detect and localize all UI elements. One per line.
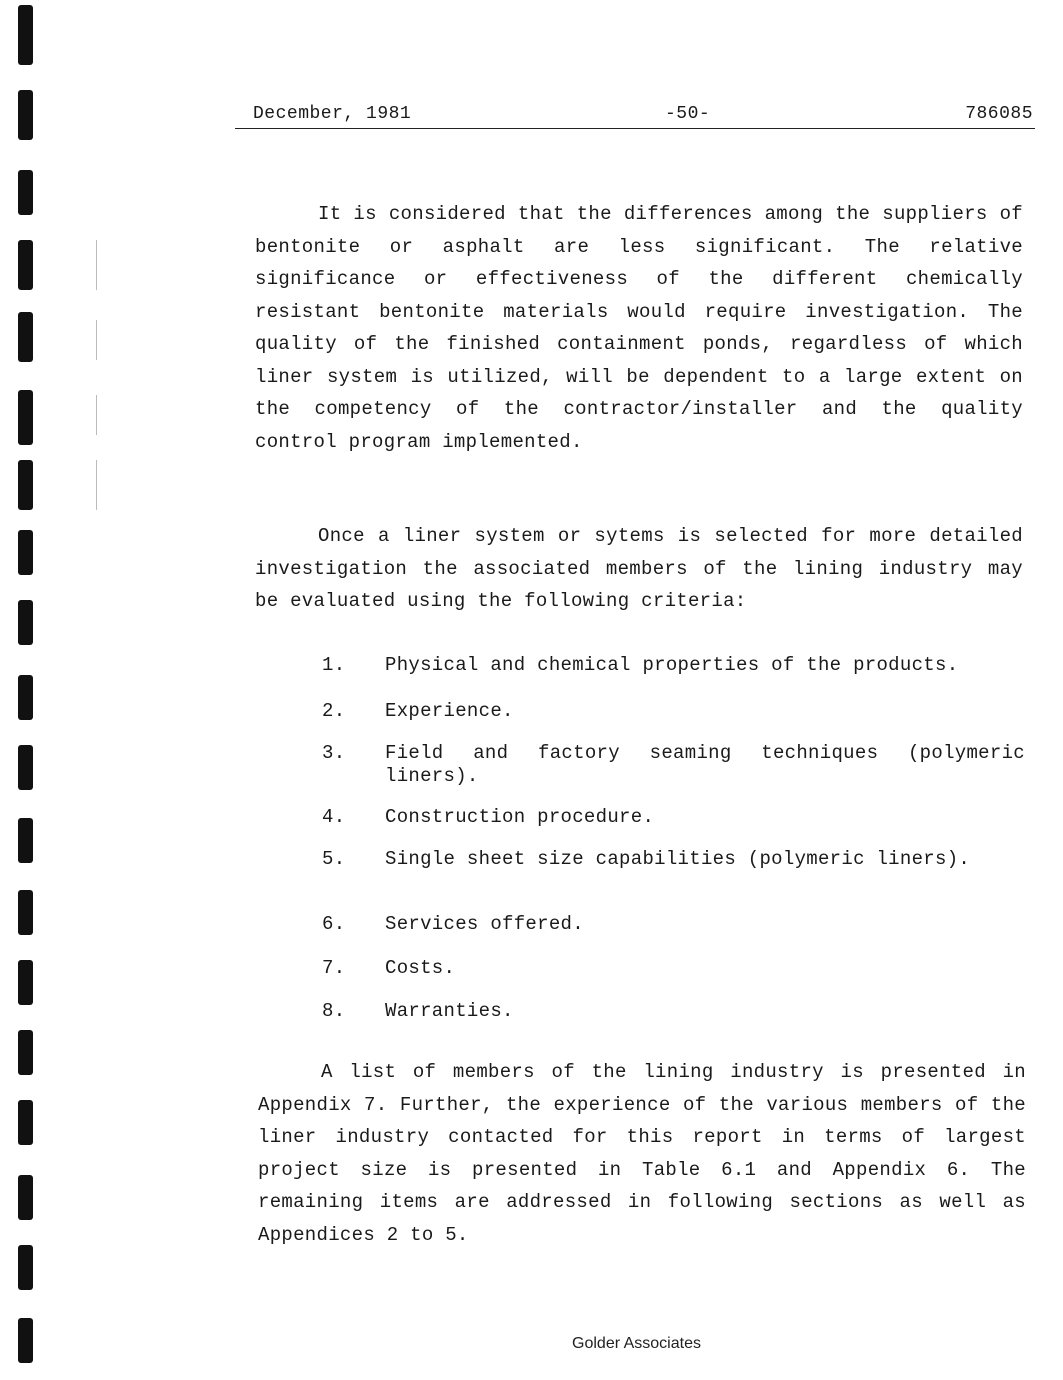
binding-mark xyxy=(18,460,33,510)
list-item-text: Physical and chemical properties of the products. xyxy=(385,654,959,676)
binding-mark xyxy=(18,960,33,1005)
binding-mark xyxy=(18,675,33,720)
list-item-number: 4. xyxy=(322,806,346,828)
binding-mark xyxy=(18,390,33,445)
list-item-number: 6. xyxy=(322,913,346,935)
binding-mark xyxy=(18,1030,33,1075)
binding-mark xyxy=(18,1245,33,1290)
list-item-text: Services offered. xyxy=(385,913,584,935)
binding-mark xyxy=(18,170,33,215)
list-item-number: 2. xyxy=(322,700,346,722)
list-item-number: 7. xyxy=(322,957,346,979)
binding-mark xyxy=(18,5,33,65)
binding-mark xyxy=(18,745,33,790)
page-header xyxy=(235,104,1035,129)
page-footer: Golder Associates xyxy=(572,1335,701,1352)
paragraph-supplier-differences: It is considered that the differences among the suppliers of bentonite or asphalt are less significant. The relative significance or effectiveness of the different chemically resistant bentonite materials would require investigation. The quality of the finished containment ponds, regardless of which liner system is utilized, will be dependent to a large extent on the competency of the contractor/installer and the quality control program implemented. xyxy=(255,203,1023,453)
binding-holes xyxy=(18,0,38,1380)
binding-mark xyxy=(18,1100,33,1145)
binding-mark xyxy=(18,240,33,290)
paragraph-industry-members: A list of members of the lining industry is presented in Appendix 7. Further, the experience of the various members of the liner industry contacted for this report in terms of largest project size is presented in Table 6.1 and Appendix 6. The remaining items are addressed in following sections as well as Appendices 2 to 5. xyxy=(258,1061,1026,1246)
header-page-number: -50- xyxy=(665,104,711,124)
list-item-text: Single sheet size capabilities (polymeric liners). xyxy=(385,848,971,870)
scan-artifact xyxy=(96,320,97,360)
header-doc-number: 786085 xyxy=(965,104,1033,124)
list-item-text: Experience. xyxy=(385,700,514,722)
scan-artifact xyxy=(96,395,97,435)
list-item-number: 8. xyxy=(322,1000,346,1022)
binding-mark xyxy=(18,1175,33,1220)
binding-mark xyxy=(18,600,33,645)
list-item-text: Field and factory seaming techniques (polymeric liners). xyxy=(385,742,1025,787)
binding-mark xyxy=(18,530,33,575)
binding-mark xyxy=(18,90,33,140)
scan-artifact xyxy=(96,460,97,510)
list-item-text: Warranties. xyxy=(385,1000,514,1022)
list-item-text: Construction procedure. xyxy=(385,806,655,828)
paragraph-evaluation-intro: Once a liner system or sytems is selected for more detailed investigation the associated members of the lining industry may be evaluated using the following criteria: xyxy=(255,525,1023,612)
header-date: December, 1981 xyxy=(253,104,412,124)
scan-artifact xyxy=(96,240,97,290)
list-item-number: 5. xyxy=(322,848,346,870)
list-item-text: Costs. xyxy=(385,957,456,979)
list-item-number: 1. xyxy=(322,654,346,676)
binding-mark xyxy=(18,818,33,863)
binding-mark xyxy=(18,312,33,362)
binding-mark xyxy=(18,890,33,935)
list-item-number: 3. xyxy=(322,742,346,764)
